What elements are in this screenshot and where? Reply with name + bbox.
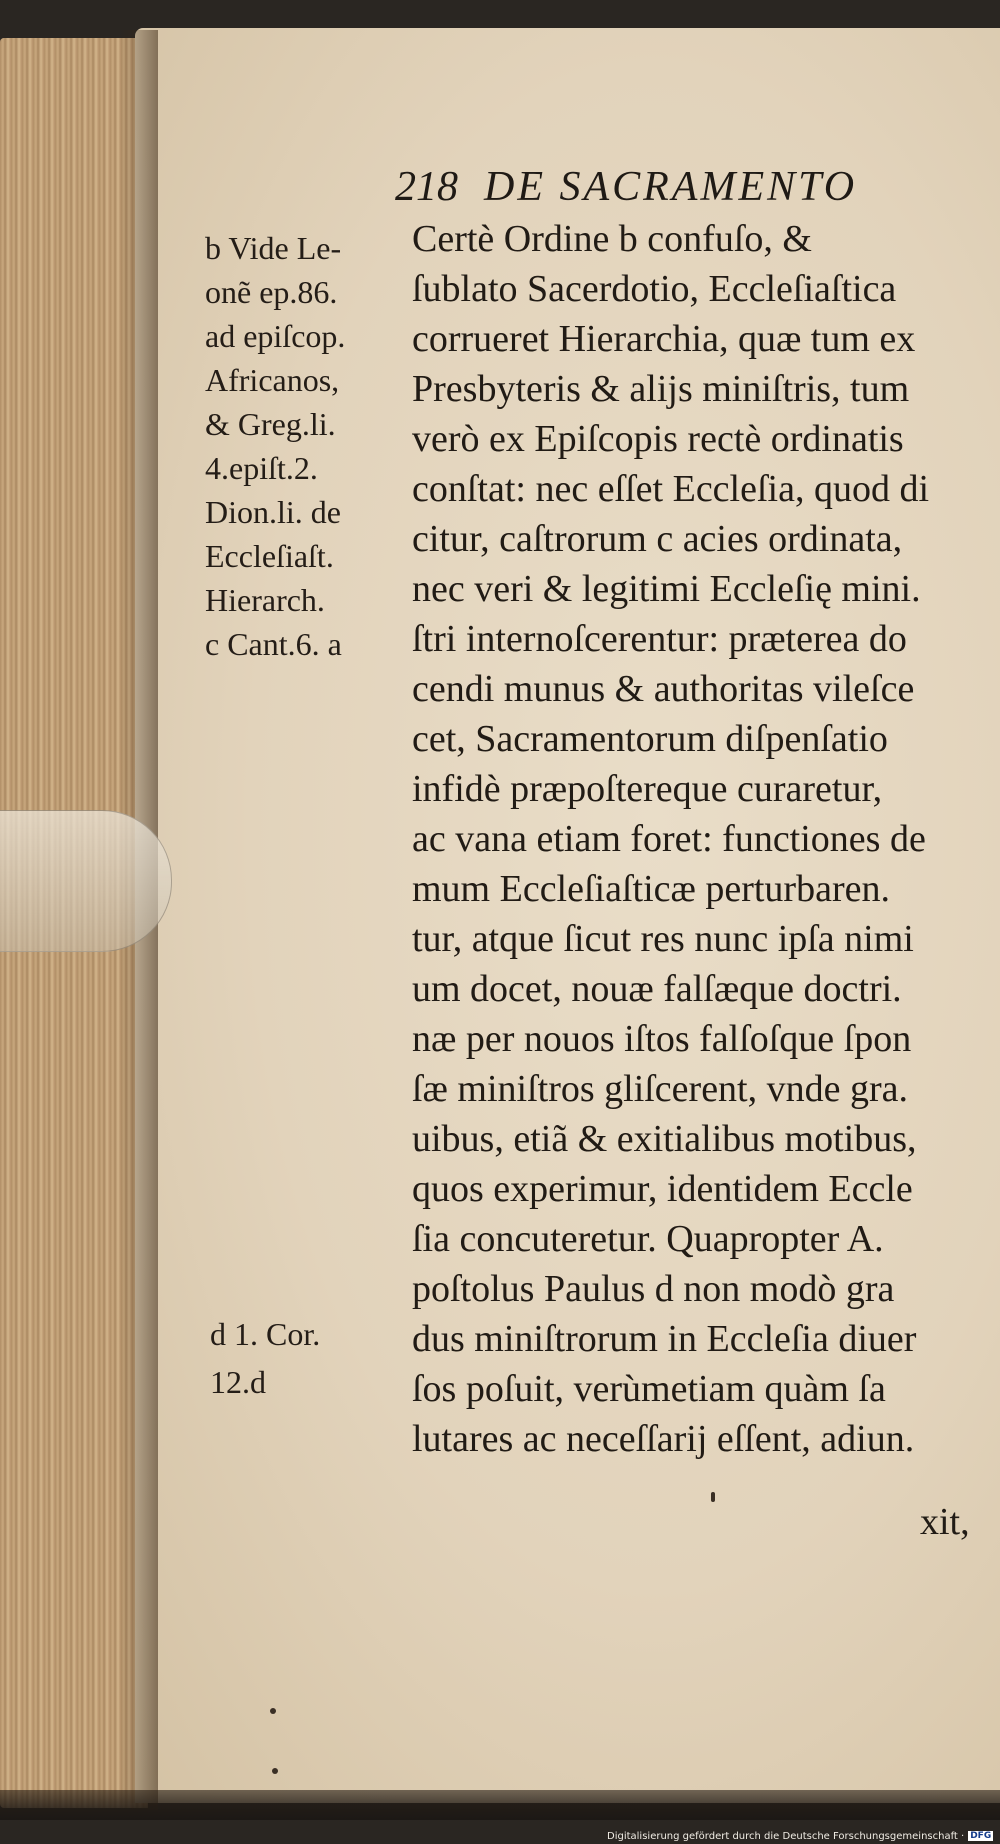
dfg-logo: DFG [970,1831,992,1841]
running-head-title: DE SACRAMENTO [484,164,858,210]
margin-note-line: Eccleſiaſt. [205,538,334,574]
ink-spot [711,1492,715,1502]
text-line: ſæ miniſtros gliſcerent, vnde gra. [412,1068,909,1110]
margin-note-line: & Greg.li. [205,406,336,442]
text-line: poſtolus Paulus d non modò gra [412,1268,895,1310]
text-line: nec veri & legitimi Eccleſię mini. [412,568,921,610]
margin-note-line: ad epiſcop. [205,318,346,354]
margin-note-line: Dion.li. de [205,494,341,530]
margin-note-line: c Cant.6. a [205,626,342,662]
ink-spot [270,1708,276,1714]
margin-notes-bottom [210,1310,370,1406]
text-line: tur, atque ſicut res nunc ipſa nimi [412,918,914,960]
margin-note-line: Hierarch. [205,582,325,618]
text-line: lutares ac neceſſarij eſſent, adiun. [412,1418,915,1460]
text-line: corrueret Hierarchia, quæ tum ex [412,318,916,360]
body-text [412,214,997,1464]
text-line: cet, Sacramentorum diſpenſatio [412,718,888,760]
text-line: infidè præpoſtereque curaretur, [412,768,883,810]
margin-note-line: onẽ ep.86. [205,274,338,310]
text-line: uibus, etiã & exitialibus motibus, [412,1118,917,1160]
text-line: dus miniſtrorum in Eccleſia diuer [412,1318,917,1360]
margin-note-line: d 1. Cor. [210,1316,321,1352]
ink-spot [272,1768,278,1774]
text-line: Presbyteris & alijs miniſtris, tum [412,368,910,410]
digitization-credit [607,1828,997,1844]
margin-note-line: 4.epiſt.2. [205,450,318,486]
margin-note-line: Africanos, [205,362,340,398]
text-line: ſos poſuit, verùmetiam quàm ſa [412,1368,886,1410]
text-line: ac vana etiam foret: functiones de [412,818,926,860]
margin-note-line: b Vide Le- [205,230,342,266]
text-line: ſia concuteretur. Quapropter A. [412,1218,884,1260]
text-line: conſtat: nec eſſet Eccleſia, quod di [412,468,930,510]
text-line: ſublato Sacerdotio, Eccleſiaſtica [412,268,897,310]
text-line: Certè Ordine b confuſo, & [412,218,812,260]
credit-text: Digitalisierung gefördert durch die Deutsche Forschungsgemeinschaft · [607,1830,965,1842]
scan-bottom-edge [0,1790,1000,1820]
page-number: 218 [395,164,458,210]
text-line: ſtri internoſcerentur: præterea do [412,618,907,660]
running-head [395,163,965,213]
text-line: verò ex Epiſcopis rectè ordinatis [412,418,904,460]
text-line: quos experimur, identidem Eccle [412,1168,913,1210]
margin-notes-top [205,226,415,666]
text-line: citur, caſtrorum c acies ordinata, [412,518,903,560]
page-holder-clip [0,810,172,952]
text-line: mum Eccleſiaſticæ perturbaren. [412,868,890,910]
text-line: næ per nouos iſtos falſoſque ſpon [412,1018,912,1060]
catchword: xit, [920,1501,970,1543]
margin-note-line: 12.d [210,1364,266,1400]
text-line: cendi munus & authoritas vileſce [412,668,915,710]
text-line: um docet, nouæ falſæque doctri. [412,968,902,1010]
